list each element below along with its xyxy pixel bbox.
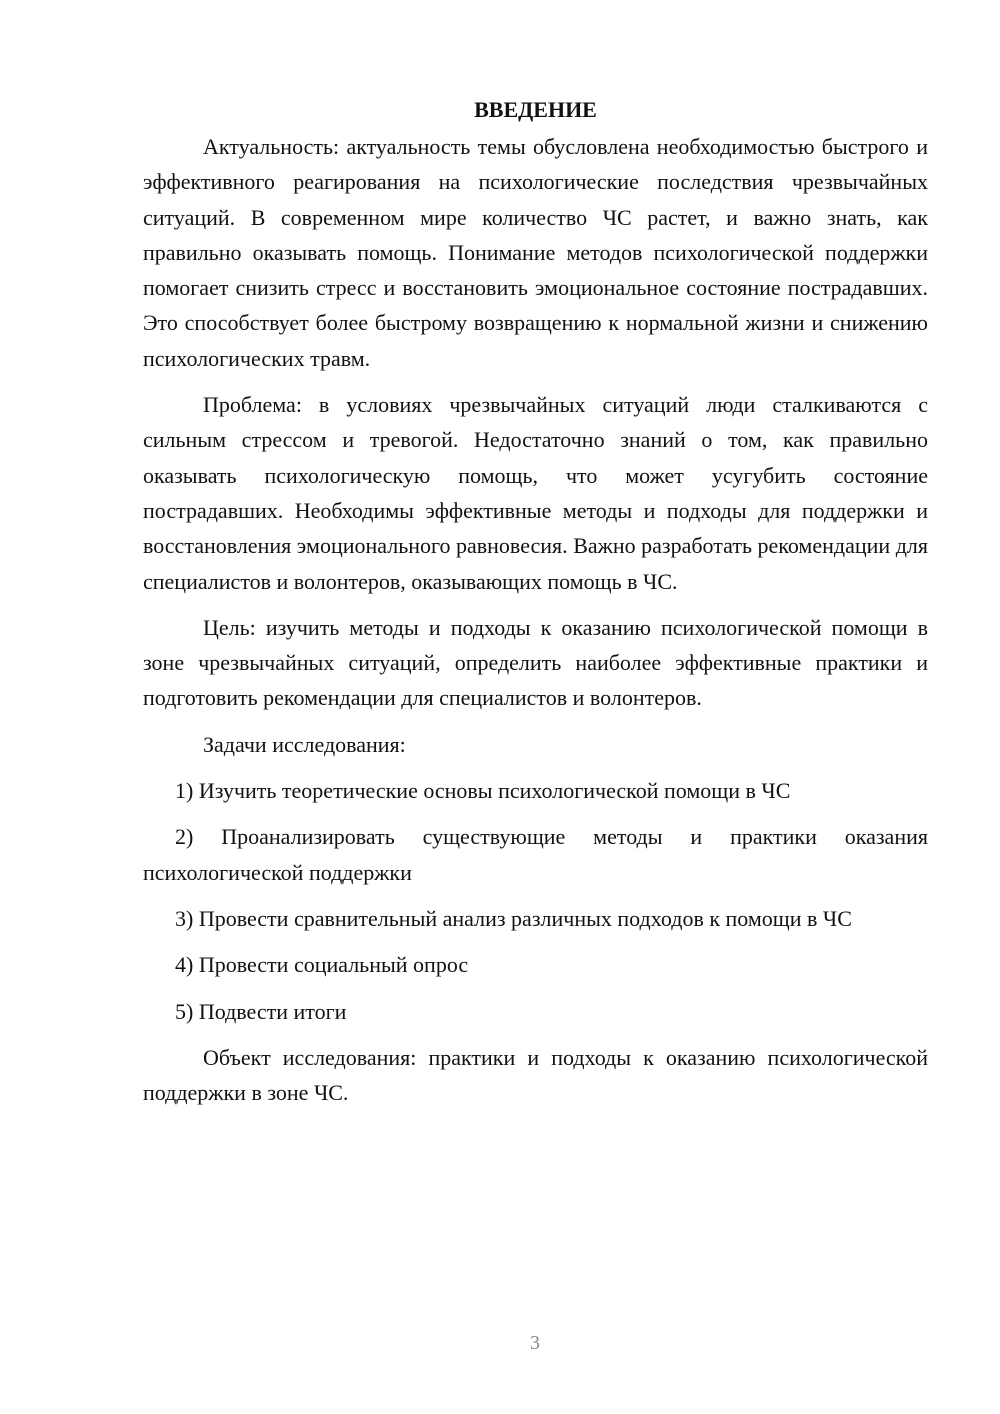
task-item-5: 5) Подвести итоги [175, 998, 347, 1024]
object-paragraph: Объект исследования: практики и подходы к оказанию психологической поддержки в зоне ЧС. [143, 1044, 928, 1106]
tasks-list [143, 773, 928, 1029]
section-title: ВВЕДЕНИЕ [474, 97, 597, 122]
page-number: 3 [530, 1332, 540, 1354]
task-item-1: 1) Изучить теоретические основы психологической помощи в ЧС [175, 778, 791, 804]
task-item-3: 3) Провести сравнительный анализ различных подходов к помощи в ЧС [175, 905, 852, 931]
page-content [143, 92, 928, 1121]
relevance-paragraph: Актуальность: актуальность темы обусловлена необходимостью быстрого и эффективного реагирования на психологические последствия чрезвычайных ситуаций. В современном мире количество ЧС растет, и важно знать, как правильно оказывать помощь. Понимание методов психологической поддержки помогает снизить стресс и восстановить эмоциональное состояние пострадавших. Это способствует более быстрому возвращению к нормальной жизни и снижению психологических травм. [143, 134, 928, 371]
tasks-heading: Задачи исследования: [203, 731, 406, 757]
task-item-4: 4) Провести социальный опрос [175, 952, 469, 978]
goal-paragraph: Цель: изучить методы и подходы к оказанию психологической помощи в зоне чрезвычайных ситуаций, определить наиболее эффективные практики и подготовить рекомендации для специалистов и волонтеров. [143, 614, 928, 711]
task-item-2: 2) Проанализировать существующие методы и практики оказания психологической поддержки [143, 824, 928, 885]
problem-paragraph: Проблема: в условиях чрезвычайных ситуаций люди сталкиваются с сильным стрессом и тревогой. Недостаточно знаний о том, как правильно оказывать психологическую помощь, что может усугубить состояние пострадавших. Необходимы эффективные методы и подходы для поддержки и восстановления эмоционального равновесия. Важно разработать рекомендации для специалистов и волонтеров, оказывающих помощь в ЧС. [143, 392, 928, 594]
